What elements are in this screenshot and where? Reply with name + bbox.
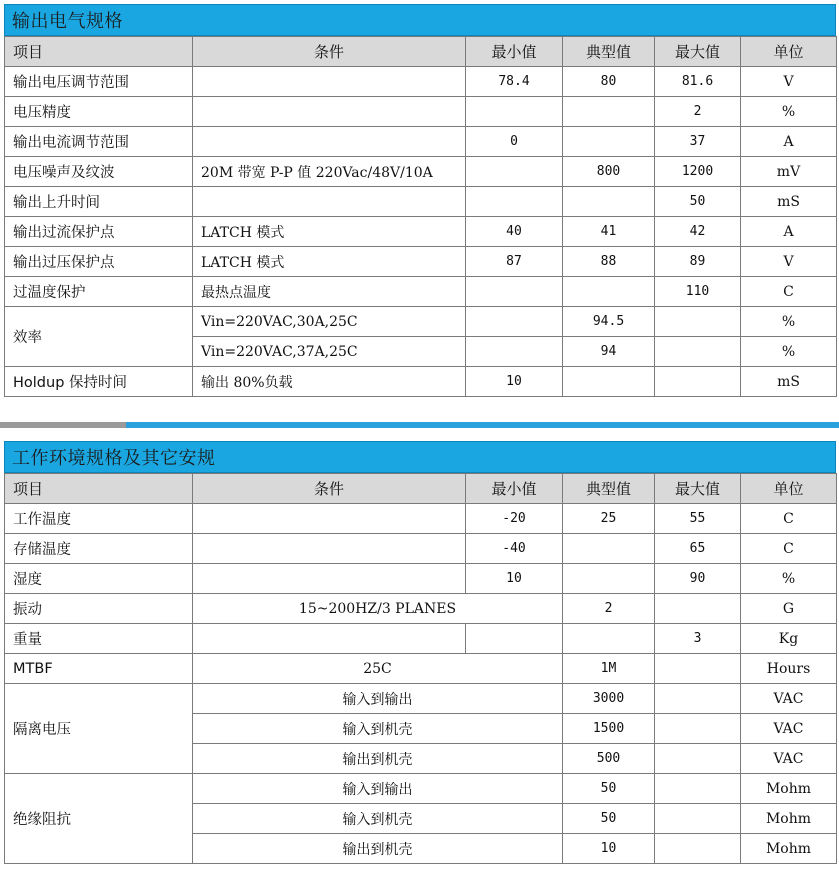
row-max: 3 [655,624,741,654]
row-condition [193,67,466,97]
row-typ: 800 [563,157,655,187]
header-min: 最小值 [466,474,563,504]
table-row [5,684,837,714]
row-condition [193,97,466,127]
row-min [466,277,563,307]
row-condition [193,187,466,217]
output-spec-table [4,36,837,397]
table-row [5,247,837,277]
row-condition [193,564,466,594]
row-item: 电压精度 [5,97,193,127]
row-max: 55 [655,504,741,534]
row-unit: VAC [741,714,837,744]
row-condition: 输入到输出 [193,774,563,804]
row-condition: LATCH 模式 [193,217,466,247]
row-min: 10 [466,564,563,594]
row-typ: 3000 [563,684,655,714]
row-typ [563,97,655,127]
row-unit: G [741,594,837,624]
row-max [655,834,741,864]
row-typ: 50 [563,774,655,804]
row-condition: 输入到输出 [193,684,563,714]
row-unit: VAC [741,684,837,714]
row-max: 1200 [655,157,741,187]
row-condition: 输出到机壳 [193,834,563,864]
row-max: 42 [655,217,741,247]
row-item: 存储温度 [5,534,193,564]
row-unit: mV [741,157,837,187]
header-max: 最大值 [655,37,741,67]
row-min: 40 [466,217,563,247]
row-unit: VAC [741,744,837,774]
row-condition [193,534,466,564]
table-row [5,624,837,654]
row-unit: Hours [741,654,837,684]
header-condition: 条件 [193,474,466,504]
table-row [5,127,837,157]
row-condition: Vin=220VAC,30A,25C [193,307,466,337]
row-min: -20 [466,504,563,534]
row-condition [193,127,466,157]
table-row [5,97,837,127]
efficiency-item: 效率 [5,307,193,367]
row-min: 0 [466,127,563,157]
row-unit: V [741,247,837,277]
table-row [5,307,837,337]
table-row [5,67,837,97]
table-row [5,654,837,684]
header-unit: 单位 [741,474,837,504]
table-row [5,367,837,397]
row-unit: C [741,504,837,534]
row-unit: % [741,564,837,594]
row-max [655,804,741,834]
row-condition [193,504,466,534]
table-row [5,594,837,624]
row-typ: 80 [563,67,655,97]
row-min: 10 [466,367,563,397]
row-min [466,157,563,187]
row-typ [563,367,655,397]
table-row [5,564,837,594]
row-unit: A [741,127,837,157]
section-title: 工作环境规格及其它安规 [12,448,216,469]
row-unit: % [741,97,837,127]
row-condition: LATCH 模式 [193,247,466,277]
row-unit: Mohm [741,774,837,804]
header-condition: 条件 [193,37,466,67]
row-typ: 88 [563,247,655,277]
row-condition: 输出 80%负载 [193,367,466,397]
row-max [655,714,741,744]
row-typ [563,277,655,307]
header-item: 项目 [5,474,193,504]
section-divider [0,422,839,428]
isolation-item: 隔离电压 [5,684,193,774]
row-typ [563,187,655,217]
row-max: 37 [655,127,741,157]
table-row [5,774,837,804]
row-condition: 输入到机壳 [193,714,563,744]
output-spec-title-bar [4,4,836,36]
row-item: 输出过流保护点 [5,217,193,247]
header-item: 项目 [5,37,193,67]
row-typ [563,534,655,564]
row-typ: 1M [563,654,655,684]
row-typ: 41 [563,217,655,247]
row-max [655,337,741,367]
row-max: 90 [655,564,741,594]
row-item: 输出过压保护点 [5,247,193,277]
table-header-row [5,37,837,67]
row-typ: 10 [563,834,655,864]
row-unit: Kg [741,624,837,654]
row-max [655,774,741,804]
row-item: 输出电压调节范围 [5,67,193,97]
row-max [655,744,741,774]
row-item: 过温度保护 [5,277,193,307]
row-max [655,367,741,397]
holdup-item: Holdup 保持时间 [5,367,193,397]
row-unit: mS [741,187,837,217]
row-item: 输出电流调节范围 [5,127,193,157]
row-typ: 94.5 [563,307,655,337]
row-min [466,624,563,654]
row-typ [563,127,655,157]
table-row [5,504,837,534]
vibration-condition: 15~200HZ/3 PLANES [193,594,563,624]
row-unit: mS [741,367,837,397]
row-typ: 94 [563,337,655,367]
vibration-item: 振动 [5,594,193,624]
row-unit: C [741,277,837,307]
row-typ: 500 [563,744,655,774]
row-unit: % [741,307,837,337]
row-max [655,684,741,714]
header-min: 最小值 [466,37,563,67]
row-min: 78.4 [466,67,563,97]
row-condition: 最热点温度 [193,277,466,307]
row-unit: % [741,337,837,367]
section-title: 输出电气规格 [12,11,123,32]
header-unit: 单位 [741,37,837,67]
row-typ: 50 [563,804,655,834]
environment-spec-section [4,441,836,864]
environment-spec-table [4,473,837,864]
row-max: 110 [655,277,741,307]
row-condition: Vin=220VAC,37A,25C [193,337,466,367]
row-min [466,187,563,217]
row-min: -40 [466,534,563,564]
environment-spec-title-bar [4,441,836,473]
table-header-row [5,474,837,504]
row-unit: Mohm [741,834,837,864]
row-item: 电压噪声及纹波 [5,157,193,187]
mtbf-condition: 25C [193,654,563,684]
table-row [5,187,837,217]
output-spec-section [4,4,836,397]
row-unit: A [741,217,837,247]
row-max: 2 [655,97,741,127]
row-condition [193,624,466,654]
row-min [466,97,563,127]
row-condition: 输入到机壳 [193,804,563,834]
insulation-item: 绝缘阻抗 [5,774,193,864]
mtbf-item: MTBF [5,654,193,684]
row-typ [563,564,655,594]
table-row [5,217,837,247]
weight-item: 重量 [5,624,193,654]
row-item: 工作温度 [5,504,193,534]
row-min [466,337,563,367]
table-row [5,157,837,187]
row-max: 81.6 [655,67,741,97]
row-typ [563,624,655,654]
row-typ: 1500 [563,714,655,744]
row-typ: 2 [563,594,655,624]
row-max [655,654,741,684]
row-item: 湿度 [5,564,193,594]
row-typ: 25 [563,504,655,534]
header-max: 最大值 [655,474,741,504]
row-max: 50 [655,187,741,217]
row-item: 输出上升时间 [5,187,193,217]
row-min [466,307,563,337]
row-unit: C [741,534,837,564]
row-max: 65 [655,534,741,564]
table-row [5,534,837,564]
row-unit: V [741,67,837,97]
header-typ: 典型值 [563,474,655,504]
row-unit: Mohm [741,804,837,834]
row-max: 89 [655,247,741,277]
row-condition: 20M 带宽 P-P 值 220Vac/48V/10A [193,157,466,187]
row-max [655,307,741,337]
table-row [5,277,837,307]
row-min: 87 [466,247,563,277]
row-condition: 输出到机壳 [193,744,563,774]
header-typ: 典型值 [563,37,655,67]
row-max [655,594,741,624]
